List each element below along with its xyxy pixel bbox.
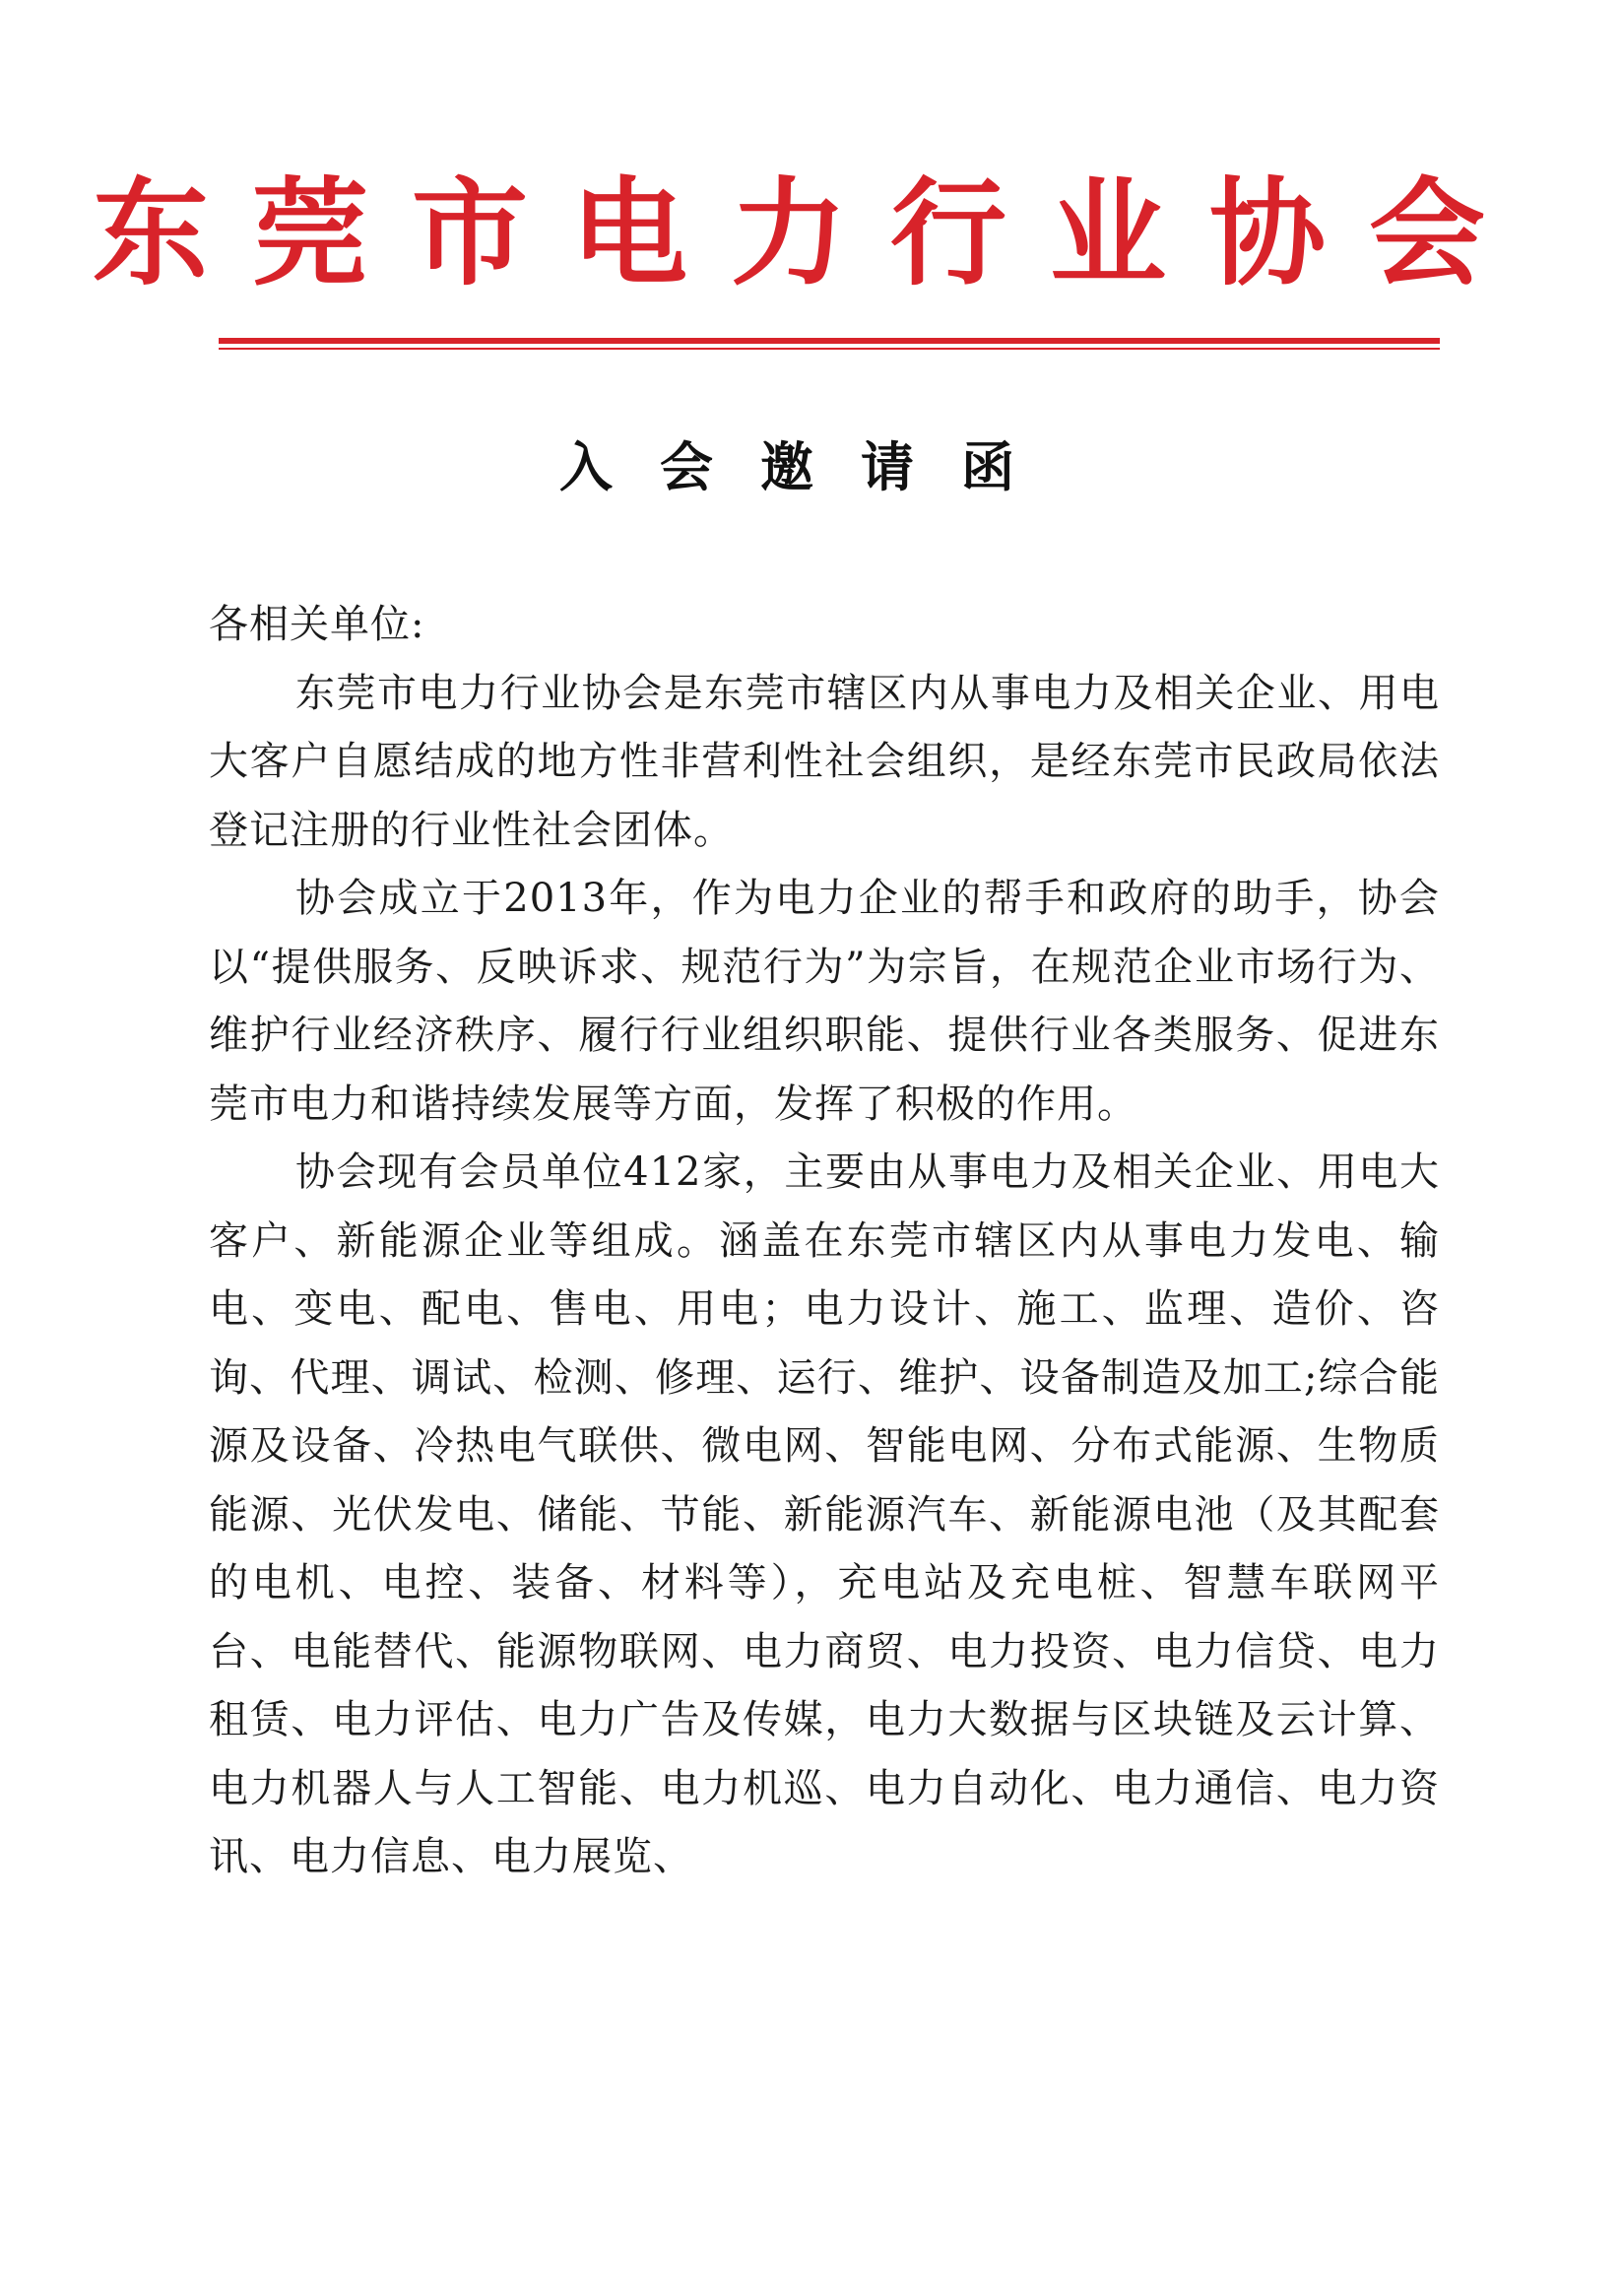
paragraph-history: 协会成立于2013年，作为电力企业的帮手和政府的助手，协会以“提供服务、反映诉求、规范行为”为宗旨，在规范企业市场行为、维护行业经济秩序、履行行业组织职能、提供行业各类服务、促进东莞市电力和谐持续发展等方面，发挥了积极的作用。 <box>209 876 1440 1127</box>
paragraph-intro: 东莞市电力行业协会是东莞市辖区内从事电力及相关企业、用电大客户自愿结成的地方性非营利性社会组织，是经东莞市民政局依法登记注册的行业性社会团体。 <box>209 670 1440 853</box>
paragraph-members: 协会现有会员单位412家，主要由从事电力及相关企业、用电大客户、新能源企业等组成。涵盖在东莞市辖区内从事电力发电、输电、变电、配电、售电、用电；电力设计、施工、监理、造价、咨询、代理、调试、检测、修理、运行、维护、设备制造及加工;综合能源及设备、冷热电气联供、微电网、智能电网、分布式能源、生物质能源、光伏发电、储能、节能、新能源汽车、新能源电池（及其配套的电机、电控、装备、材料等），充电站及充电桩、智慧车联网平台、电能替代、能源物联网、电力商贸、电力投资、电力信贷、电力租赁、电力评估、电力广告及传媒，电力大数据与区块链及云计算、电力机器人与人工智能、电力机巡、电力自动化、电力通信、电力资讯、电力信息、电力展览、 <box>209 1149 1440 1879</box>
letterhead-org-name: 东莞市电力行业协会 <box>92 164 1528 301</box>
document-title: 入会邀请函 <box>559 436 1062 498</box>
salutation: 各相关单位: <box>209 602 425 647</box>
document-body <box>209 591 1440 1892</box>
letterhead-rule-thick <box>219 338 1440 344</box>
letterhead-rule-thin <box>219 348 1440 350</box>
